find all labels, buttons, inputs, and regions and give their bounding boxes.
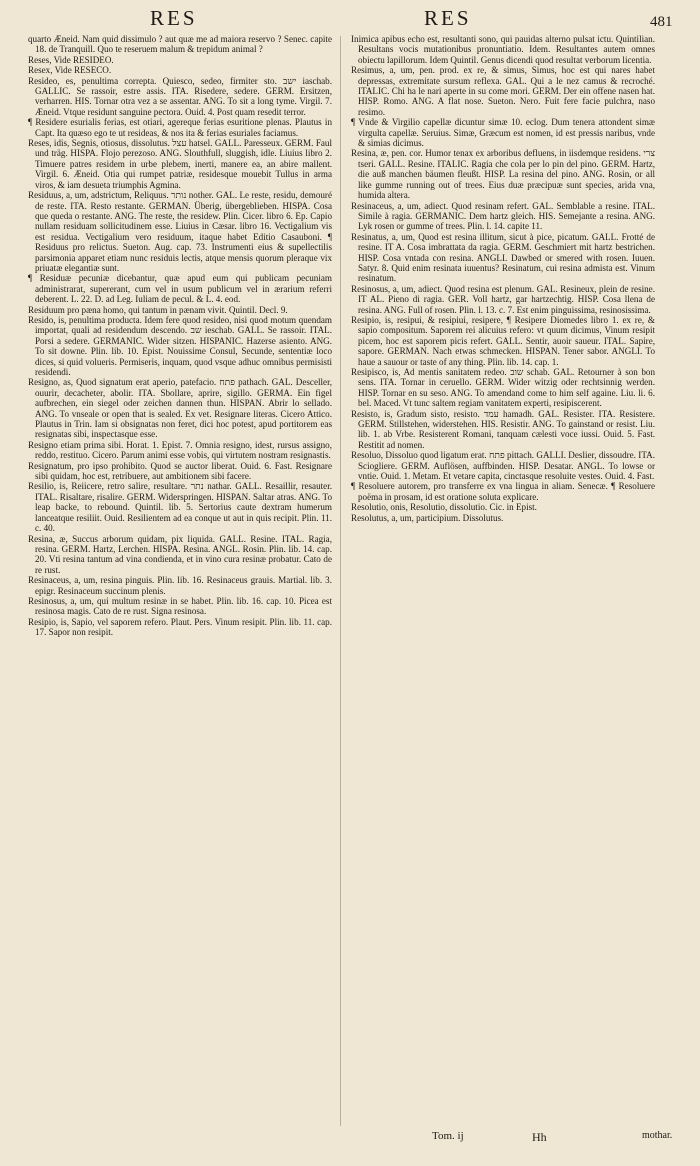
dictionary-entry: Resina, æ, pen. cor. Humor tenax ex arboribus defluens, in iisdemque residens. צרי tseri. GALL. Resine. ITALIC. Ragia che cola per lo pin del pino. GERM. Hartz, die auß manchen bäumen fleußt. HISP. La resina del pino. ANG. Rosin, or all like gumme running out of trees. Eius duæ præcipuæ sunt species, arida vna, humida altera. [351, 148, 655, 201]
dictionary-entry: Resolutio, onis, Resolutio, dissolutio. Cic. in Epist. [351, 502, 537, 513]
dictionary-entry: Residuus, a, um, adstrictum, Reliquus. נותר nother. GAL. Le reste, residu, demouré de reste. ITA. Resto restante. GERMAN. Überig, übergeblieben. HISPA. Cosa que queda o restante. ANG. The reste, the residew. Plin. Cicer. libro 6. Ep. Capio nullam residuam sollicitudinem esse. Liuius in Cæsar. libro 16. Vectigalium vis est residua. Vectigalium vero residuum, itaque habet Editio Casauboni. ¶ Residuus pro relictus. Sueton. Aug. cap. 73. Instrumenti eius & supellectilis parsimonia apparet etiam nunc residuis lectis, atque mensis quorum pleraque vix priuatæ elegantiæ sunt. [28, 190, 332, 273]
page-number: 481 [650, 14, 673, 30]
dictionary-entry: Resina, æ, Succus arborum quidam, pix liquida. GALL. Resine. ITAL. Ragia, resina. GERM. Hartz, Lerchen. HISPA. Resina. ANGL. Rosin. Plin. lib. 14. cap. 20. Vti resina tantum ad vina condienda, et in vino cura resinæ probatur. Cato de re rust. [28, 533, 332, 575]
dictionary-entry: ¶ Residere esurialis ferias, est otiari, agereque ferias esuritione plenas. Plautus in Capt. Ita quæso ego te ut resideas, & nos ita & ferias esuriales faciamus. [28, 117, 332, 138]
dictionary-entry: Resideo, es, penultima correpta. Quiesco, sedeo, firmiter sto. ישב iaschab. GALLIC. Se rassoir, estre assis. ITA. Risedere, sedere. GERM. Ersitzen, verharren. HIS. Tornar otra vez a se assentar. ANG. To sit a long tyme. Virgil. 7. Æneid. Vtque residunt sanguine pectora. Ouid. 4. Post quam resedit terror. [28, 75, 332, 117]
dictionary-entry: Resigno etiam prima sibi. Horat. 1. Epist. 7. Omnia resigno, idest, rursus assigno, reddo, restituo. Cicero. Parum animi esse vobis, qui virtutem nostram resignastis. [28, 439, 332, 461]
volume-mark: Tom. ij [432, 1130, 464, 1142]
dictionary-entry: Resido, is, penultima producta. Idem fere quod resideo, nisi quod motum quendam importat, quali ad residendum descendo. שב ieschab. GALL. Se rassoir. ITAL. Porsi a sedere. GERMANIC. Wider sitzen. HISPANIC. Hazerse asiento. ANG. To sit downe. Plin. lib. 10. Epist. Nouissime Consul, Secunde, sententiæ loco dices, si quid volueris. Permiseris, inquam, quod vsque adhuc omnibus permisisti residendi. [28, 314, 332, 377]
dictionary-entry: Resipio, is, Sapio, vel saporem refero. Plaut. Pers. Vinum resipit. Plin. lib. 11. cap. 17. Sapor non resipit. [28, 616, 332, 638]
dictionary-entry: Resipio, is, resipui, & resipiui, resipere, ¶ Resipere Diomedes libro 1. ex re, & sapio compositum. Saporem rei alicuius refero: vt quum dicimus, Vinum resipit picem, hoc est saporem picis refert. GALL. Sentir, auoir saueur. ITAL. Sapire, sapore. GERMAN. Nach etwas schmecken. HISPAN. Tener sabor. ANGLI. To haue a sauour or taste of any thing. Plin. lib. 14. cap. 1. [351, 314, 655, 367]
dictionary-entry: Inimica apibus echo est, resultanti sono, qui pauidas alterno pulsat ictu. Quintilian. Resultans vocis mutationibus pronuntiatio. Idem. Resultantes autem omnes obiectu lapillorum. Idem Quintil. Genus dicendi quod resultat verborum licentia. [351, 34, 655, 65]
header-left-word: RES [150, 6, 198, 30]
dictionary-entry: Residuum pro pæna homo, qui tantum in pænam vivit. Quintil. Decl. 9. [28, 304, 288, 315]
dictionary-entry: Resilio, is, Reiicere, retro salire, resultare. נתר nathar. GALL. Resaillir, resauter. ITAL. Risaltare, risalire. GERM. Widerspringen. HISPAN. Saltar atras. ANG. To leap backe, to rebound. Quintil. lib. 5. Sertorius caute dextram humerum lanceatque resiliit. Ouid. Resilientem ad ea conque ut aut in quis recipit. Plin. 11. c. 40. [28, 481, 332, 534]
signature-mark: Hh [532, 1130, 547, 1144]
catchword: mothar. [642, 1130, 673, 1141]
page-footer [0, 1130, 700, 1156]
dictionary-entry: quarto Æneid. Nam quid dissimulo ? aut quæ me ad maiora reservo ? Senec. capite 18. de Tranquill. Quo te reseruem malum & trepidum animal ? [28, 34, 332, 55]
header-right-word: RES [424, 6, 472, 30]
dictionary-entry: Reses, Vide RESIDEO. [28, 54, 114, 65]
dictionary-entry: Resipisco, is, Ad mentis sanitatem redeo. שוב schab. GAL. Retourner à son bon sens. ITA. Tornar in ceruello. GERM. Wider witzig oder rechtsinnig werden. HISP. Tornar en su seso. ANG. To amendand come to him self againe. Liu. li. 6. bel. Maced. Vt tunc saltem regiam vanitatem experti, resipiscerent. [351, 367, 655, 409]
dictionary-entry: Reses, idis, Segnis, otiosus, dissolutus. עצל hatsel. GALL. Paresseux. GERM. Faul und träg. HISPA. Flojo perezoso. ANG. Slouthfull, sluggish, idle. Liuius libro 2. Timuere patres residem in urbe plebem, inerti, manere ea, an abire mallent. Virgil. 6. Æneid. Otia qui rumpet patriæ, residesque mouebit Tullus in arma viros, & iam desueta triumphis Agmina. [28, 138, 332, 190]
left-column [28, 34, 332, 1126]
dictionary-entry: Resigno, as, Quod signatum erat aperio, patefacio. פתח pathach. GAL. Desceller, ouurir, decacheter, abolir. ITA. Sbollare, aprire, sigillo. GERMA. Ein figel aufbrechen, ein siegel oder zeichen dannen thun. HISPAN. Abrir lo sellado. ANG. To vnseale or open that is sealed. Ex vet. Resignare literas. Cicero Attico. Plautus in Trin. Iam si obsignatas non feret, dici hoc potest, apud portitorem eas resignatas sibi, inspectasque esse. [28, 377, 332, 440]
column-divider [340, 36, 341, 1126]
dictionary-entry: Resex, Vide RESECO. [28, 65, 112, 76]
dictionary-entry: ¶ Resoluere autorem, pro transferre ex vna lingua in aliam. Senecæ. ¶ Resoluere poëma in prosam, id est oratione soluta explicare. [351, 481, 655, 502]
dictionary-entry: Resinosus, a, um, qui multum resinæ in se habet. Plin. lib. 16. cap. 10. Picea est resinosa magis. Cato de re rust. Signa resinosa. [28, 595, 332, 617]
dictionary-entry: Resinosus, a, um, adiect. Quod resina est plenum. GAL. Resineux, plein de resine. IT AL. Pieno di ragia. GER. Voll hartz, gar hartzechtig. HISP. Cosa llena de resina. ANG. Full of rosen. Plin. l. 13. c. 7. Est enim pinguissima, resinosissima. [351, 283, 655, 315]
right-column [351, 34, 655, 1126]
dictionary-entry: Resinatus, a, um, Quod est resina illitum, sicut à pice, picatum. GALL. Frotté de resine. IT A. Cosa imbrattata da ragia. GERM. Geschmiert mit hartz bestrichen. HISP. Cosa vntada con resina. ANGLI. Dawbed or smered with rosen. Iuuen. Satyr. 8. Quid enim resinata iuuentus? Resinatum, cui resina admista est. Vinum resinatum. [351, 231, 655, 284]
dictionary-entry: Resolutus, a, um, participium. Dissolutus. [351, 512, 504, 523]
dictionary-entry: Resinaceus, a, um, adiect. Quod resinam refert. GAL. Semblable a resine. ITAL. Simile à ragia. GERMANIC. Dem hartz gleich. HIS. Semejante a resina. ANG. Lyk rosen or gumme of trees. Plin. l. 14. capite 11. [351, 200, 655, 232]
dictionary-entry: ¶ Residuæ pecuniæ dicebantur, quæ apud eum qui publicam pecuniam administrarat, supererant, cum vel in usum publicum vel in ærarium referri deberent. L. 22. D. ad Leg. Iuliam de pecul. & L. 4. eod. [28, 273, 332, 305]
dictionary-entry: Resisto, is, Gradum sisto, resisto. עמד hamadh. GAL. Resister. ITA. Resistere. GERM. Stillstehen, widerstehen. HIS. Resistir. ANG. To gainstand or resist. Liu. lib. 1. ab Vrbe. Resisterent Romani, tanquam cælesti voce iussi. Ouid. 5. Fast. Restitit ad nomen. [351, 408, 655, 450]
dictionary-entry: Resoluo, Dissoluo quod ligatum erat. פתח pittach. GALLI. Deslier, dissoudre. ITA. Sciogliere. GERM. Auflösen, auffbinden. HISP. Desatar. ANGL. To lowse or vntie. Ouid. 1. Metam. Et vetare capita, cinctasque resoluite vestes. Ouid. 4. Fast. [351, 450, 655, 482]
dictionary-entry: Resimus, a, um, pen. prod. ex re, & simus, Simus, hoc est qui nares habet depressas, extremitate sursum reflexa. GAL. Qui a le nez camus & recroché. ITALIC. Chi ha le nari aperte in su come mori. GERM. Der ein offene nasen hat. HISP. Romo. ANG. A flat nose. Sueton. Nero. Fuit fere facie pulchra, naso resimo. [351, 65, 655, 117]
dictionary-entry: ¶ Vnde & Virgilio capellæ dicuntur simæ 10. eclog. Dum tenera attondent simæ virgulta capellæ. Seruius. Simæ, Græcum est nomen, id est pressis naribus, vnde & simias dicimus. [351, 117, 655, 149]
dictionary-entry: Resignatum, pro ipso prohibito. Quod se auctor liberat. Ouid. 6. Fast. Resignare sibi quidam, hoc est, retribuere, aut ambitionem sibi facere. [28, 460, 332, 482]
dictionary-entry: Resinaceus, a, um, resina pinguis. Plin. lib. 16. Resinaceus grauis. Martial. lib. 3. epigr. Resinaceum succinum plenis. [28, 575, 332, 596]
